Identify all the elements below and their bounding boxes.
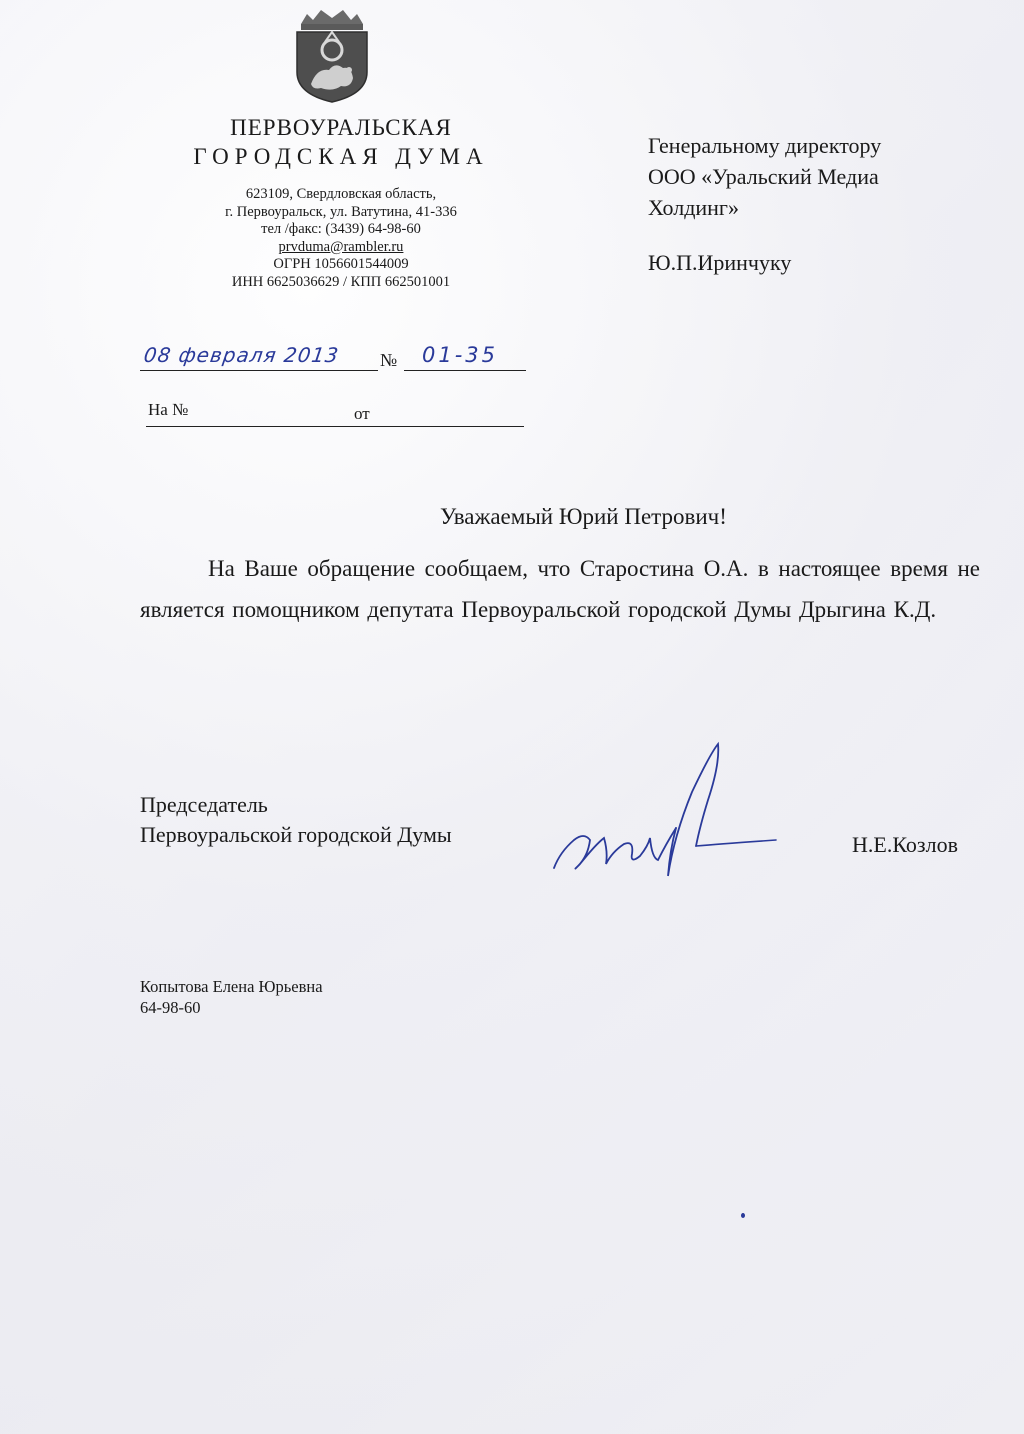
addressee-block	[648, 130, 988, 278]
handwritten-number: 01-35	[422, 343, 499, 367]
signer-title	[140, 790, 452, 850]
reference-number-label: На №	[148, 400, 189, 419]
org-email-link[interactable]: prvduma@rambler.ru	[278, 238, 404, 255]
org-address-line2: г. Первоуральск, ул. Ватутина, 41-336	[225, 203, 457, 220]
ink-speck	[741, 1213, 745, 1218]
executor-block	[140, 976, 323, 1018]
reference-from-label: от	[354, 404, 370, 423]
addressee-line2: ООО «Уральский Медиа	[648, 164, 879, 189]
addressee-name: Ю.П.Иринчуку	[648, 250, 792, 275]
executor-phone: 64-98-60	[140, 998, 201, 1017]
org-address-line1: 623109, Свердловская область,	[245, 186, 437, 202]
org-inn-kpp: ИНН 6625036629 / КПП 662501001	[231, 273, 451, 290]
reference-row	[146, 398, 524, 427]
handwritten-date: 08 февраля 2013	[142, 343, 341, 367]
signer-title-line2: Первоуральской городской Думы	[140, 822, 452, 847]
org-ogrn: ОГРН 1056601544009	[273, 256, 409, 272]
org-details	[150, 186, 532, 291]
letter-greeting: Уважаемый Юрий Петрович!	[440, 504, 727, 529]
signer-name: Н.Е.Козлов	[852, 832, 958, 857]
date-underline	[140, 370, 378, 371]
city-coat-of-arms-icon	[291, 6, 373, 104]
organization-header	[150, 114, 532, 291]
handwritten-signature-icon	[550, 740, 780, 890]
addressee-line1: Генеральному директору	[648, 133, 882, 158]
executor-name: Копытова Елена Юрьевна	[140, 977, 323, 996]
number-label: №	[380, 350, 398, 370]
letter-body: На Ваше обращение сообщаем, что Старостина О.А. в настоящее время не является помощником депутата Первоуральской городской Думы Дрыгина К.Д.	[140, 556, 980, 622]
org-name-line1: ПЕРВОУРАЛЬСКАЯ	[230, 115, 452, 140]
addressee-line3: Холдинг»	[648, 195, 739, 220]
number-underline	[404, 370, 526, 371]
registration-row	[140, 340, 528, 376]
signer-title-line1: Председатель	[140, 792, 268, 817]
org-name-line2: ГОРОДСКАЯ ДУМА	[193, 144, 489, 169]
org-phone: тел /факс: (3439) 64-98-60	[261, 221, 421, 237]
